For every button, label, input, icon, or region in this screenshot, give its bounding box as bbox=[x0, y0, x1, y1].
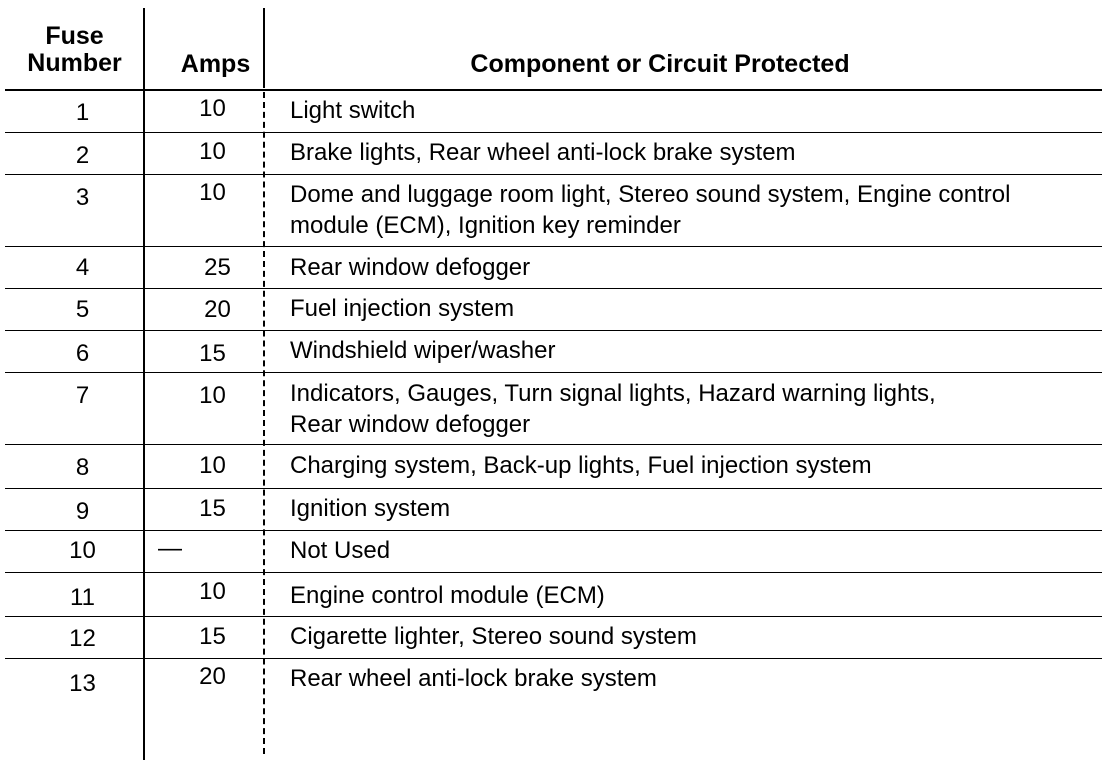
component-cell bbox=[290, 378, 1120, 440]
column-divider-amps-component-header bbox=[263, 8, 265, 88]
component-line: Not Used bbox=[290, 537, 391, 564]
row-divider bbox=[5, 288, 1102, 289]
component-line: Rear window defogger bbox=[290, 254, 531, 281]
amps-cell: — bbox=[158, 535, 182, 562]
component-line: Indicators, Gauges, Turn signal lights, Hazard warning lights, bbox=[290, 380, 936, 407]
component-cell bbox=[290, 493, 1120, 524]
component-cell bbox=[290, 95, 1120, 126]
amps-cell: 15 bbox=[199, 340, 226, 367]
amps-cell: 15 bbox=[199, 495, 226, 522]
amps-cell: 10 bbox=[199, 138, 226, 165]
component-cell bbox=[290, 293, 1120, 324]
component-cell bbox=[290, 252, 1120, 283]
amps-cell: 10 bbox=[199, 95, 226, 122]
component-line: Charging system, Back-up lights, Fuel injection system bbox=[290, 452, 872, 479]
row-divider bbox=[5, 572, 1102, 573]
component-line: module (ECM), Ignition key reminder bbox=[290, 212, 681, 239]
fuse-number-cell: 13 bbox=[69, 670, 96, 697]
component-line: Light switch bbox=[290, 97, 416, 124]
component-cell bbox=[290, 535, 1120, 566]
amps-cell: 10 bbox=[199, 452, 226, 479]
component-cell bbox=[290, 179, 1120, 241]
component-cell bbox=[290, 335, 1120, 366]
component-line: Ignition system bbox=[290, 495, 451, 522]
header-amps: Amps bbox=[180, 50, 251, 78]
row-divider bbox=[5, 488, 1102, 489]
component-cell bbox=[290, 621, 1120, 652]
header-fuse-number-line1: Fuse bbox=[45, 22, 104, 50]
fuse-number-cell: 12 bbox=[69, 625, 96, 652]
component-line: Rear wheel anti-lock brake system bbox=[290, 665, 657, 692]
component-line: Windshield wiper/washer bbox=[290, 337, 556, 364]
row-divider bbox=[5, 174, 1102, 175]
header-fuse-number-line2: Number bbox=[27, 49, 122, 77]
row-divider bbox=[5, 658, 1102, 659]
component-line: Fuel injection system bbox=[290, 295, 515, 322]
amps-cell: 25 bbox=[204, 254, 231, 281]
row-divider bbox=[5, 616, 1102, 617]
row-divider bbox=[5, 530, 1102, 531]
fuse-number-cell: 7 bbox=[75, 382, 90, 409]
fuse-number-cell: 11 bbox=[70, 584, 95, 611]
header-component: Component or Circuit Protected bbox=[470, 50, 850, 78]
header-rule bbox=[5, 89, 1102, 91]
fuse-number-cell: 4 bbox=[75, 254, 90, 281]
amps-cell: 10 bbox=[199, 578, 226, 605]
row-divider bbox=[5, 444, 1102, 445]
fuse-number-cell: 5 bbox=[75, 296, 90, 323]
fuse-number-cell: 1 bbox=[75, 99, 90, 126]
amps-cell: 10 bbox=[199, 179, 226, 206]
component-line: Rear window defogger bbox=[290, 411, 531, 438]
amps-cell: 15 bbox=[199, 623, 226, 650]
amps-cell: 20 bbox=[199, 663, 226, 690]
row-divider bbox=[5, 246, 1102, 247]
component-line: Dome and luggage room light, Stereo sound system, Engine control bbox=[290, 181, 1011, 208]
fuse-number-cell: 6 bbox=[75, 340, 90, 367]
component-line: Engine control module (ECM) bbox=[290, 582, 605, 609]
row-divider bbox=[5, 132, 1102, 133]
amps-cell: 10 bbox=[199, 382, 226, 409]
row-divider bbox=[5, 330, 1102, 331]
amps-cell: 20 bbox=[204, 296, 231, 323]
component-line: Brake lights, Rear wheel anti-lock brake system bbox=[290, 139, 796, 166]
component-cell bbox=[290, 580, 1120, 611]
fuse-number-cell: 8 bbox=[75, 454, 90, 481]
fuse-number-cell: 9 bbox=[75, 498, 90, 525]
fuse-number-cell: 2 bbox=[75, 142, 90, 169]
component-cell bbox=[290, 450, 1120, 481]
row-divider bbox=[5, 372, 1102, 373]
fuse-number-cell: 10 bbox=[69, 537, 96, 564]
component-cell bbox=[290, 137, 1120, 168]
component-cell bbox=[290, 663, 1120, 694]
fuse-number-cell: 3 bbox=[75, 184, 90, 211]
header-fuse-number bbox=[12, 23, 137, 77]
component-line: Cigarette lighter, Stereo sound system bbox=[290, 623, 697, 650]
